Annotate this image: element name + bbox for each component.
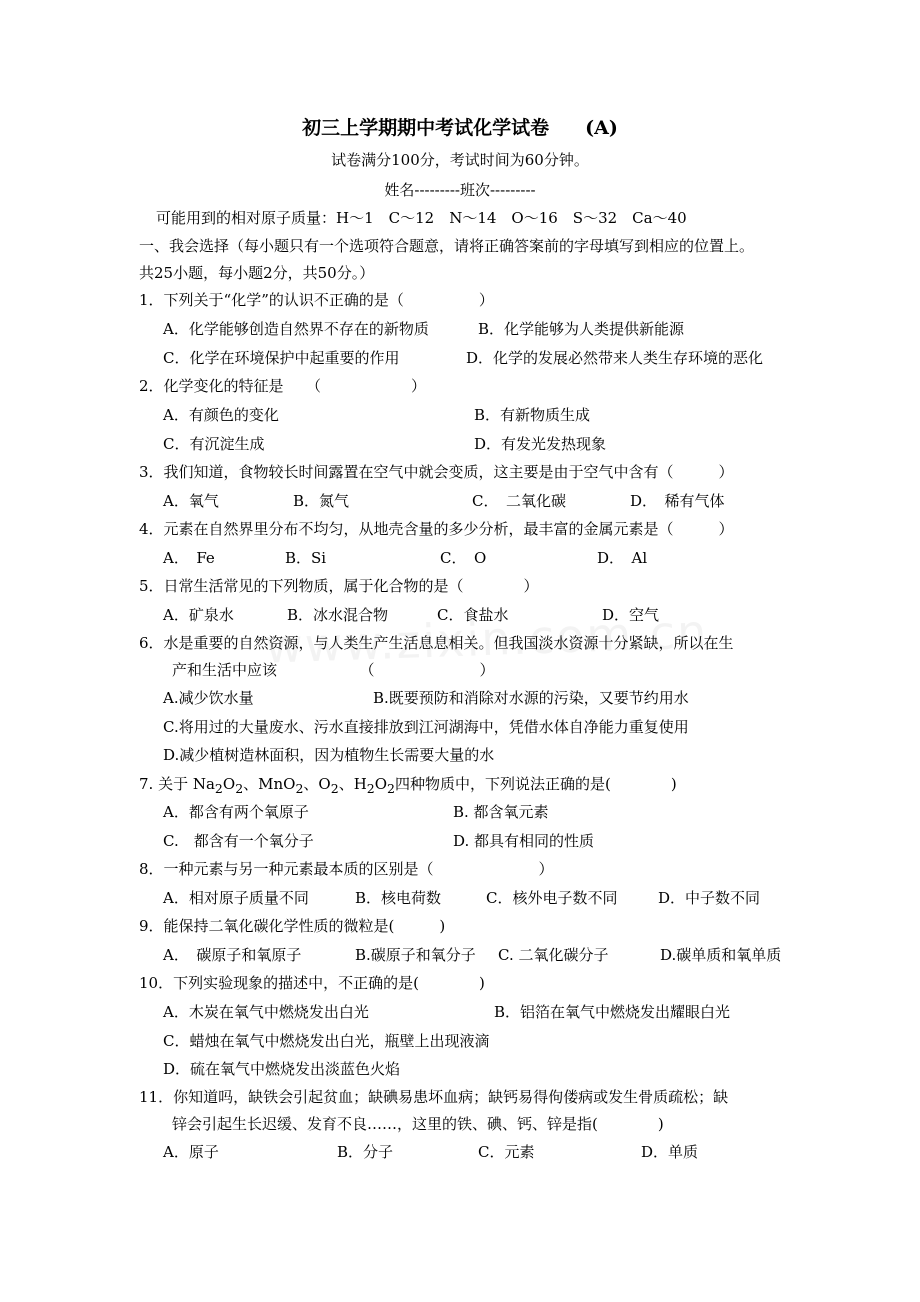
q11-option-d: D．单质 — [641, 1143, 699, 1161]
q4-option-a: A． Fe — [163, 549, 215, 567]
q10-option-a: A．木炭在氧气中燃烧发出白光 — [163, 1003, 369, 1021]
q2-option-c: C．有沉淀生成 — [163, 435, 265, 453]
q5-option-b: B．冰水混合物 — [287, 606, 389, 624]
q1-option-c: C．化学在环境保护中起重要的作用 — [163, 349, 400, 367]
q7-subscript: 2 — [366, 781, 375, 796]
q7-subscript: 2 — [214, 781, 223, 796]
q7-stem-part: 、H — [338, 775, 367, 793]
q4-option-b: B．Si — [285, 549, 327, 567]
exam-subtitle: 试卷满分100分，考试时间为60分钟。 — [331, 151, 589, 169]
exam-title-suffix: (A) — [585, 117, 618, 139]
q7-stem-part: 、MnO — [243, 775, 296, 793]
q10-option-d: D．硫在氧气中燃烧发出淡蓝色火焰 — [163, 1060, 401, 1078]
q7-subscript: 2 — [295, 781, 304, 796]
q4-option-c: C． O — [440, 549, 487, 567]
q7-subscript: 2 — [235, 781, 244, 796]
q7-stem-part: O — [222, 775, 236, 793]
q11-option-c: C．元素 — [478, 1143, 535, 1161]
section1-instructions-line1: 一、我会选择（每小题只有一个选项符合题意，请将正确答案前的字母填写到相应的位置上。 — [139, 237, 755, 255]
q4-stem: 4．元素在自然界里分布不均匀，从地壳含量的多少分析，最丰富的金属元素是（ ） — [139, 520, 734, 538]
q9-option-b: B.碳原子和氧分子 — [355, 946, 476, 964]
q7-stem-part: O — [374, 775, 388, 793]
q7-option-c: C. 都含有一个氧分子 — [163, 832, 314, 850]
q11-option-b: B．分子 — [337, 1143, 394, 1161]
q7-stem — [139, 774, 677, 799]
q7-stem-part: 四种物质中，下列说法正确的是( ) — [395, 775, 677, 793]
q8-option-a: A．相对原子质量不同 — [163, 889, 309, 907]
q1-option-a: A．化学能够创造自然界不存在的新物质 — [163, 320, 429, 338]
q10-option-b: B．铝箔在氧气中燃烧发出耀眼白光 — [494, 1003, 731, 1021]
q11-option-a: A．原子 — [163, 1143, 219, 1161]
q7-option-d: D. 都具有相同的性质 — [453, 832, 595, 850]
q9-stem: 9．能保持二氧化碳化学性质的微粒是( ) — [139, 917, 446, 935]
exam-title-text: 初三上学期期中考试化学试卷 — [302, 117, 550, 139]
q6-option-a: A.减少饮水量 — [163, 689, 254, 707]
q3-option-d: D． 稀有气体 — [630, 492, 725, 510]
q7-option-a: A．都含有两个氧原子 — [163, 803, 309, 821]
q7-stem-part: 、O — [303, 775, 331, 793]
atomic-masses: 可能用到的相对原子质量：H～1 C～12 N～14 O～16 S～32 Ca～40 — [156, 209, 687, 227]
q6-stem-line1: 6．水是重要的自然资源，与人类生产生活息息相关。但我国淡水资源十分紧缺，所以在生 — [139, 634, 734, 652]
q8-option-d: D．中子数不同 — [658, 889, 761, 907]
q2-stem: 2．化学变化的特征是 （ ） — [139, 377, 427, 395]
q2-option-d: D．有发光发热现象 — [474, 435, 607, 453]
q8-option-b: B．核电荷数 — [355, 889, 442, 907]
q10-stem: 10．下列实验现象的描述中，不正确的是( ) — [139, 974, 485, 992]
q3-option-a: A．氧气 — [163, 492, 219, 510]
q5-option-c: C．食盐水 — [437, 606, 509, 624]
q8-stem: 8．一种元素与另一种元素最本质的区别是（ ） — [139, 860, 554, 878]
q1-option-d: D．化学的发展必然带来人类生存环境的恶化 — [466, 349, 764, 367]
q3-option-b: B．氮气 — [293, 492, 350, 510]
q6-option-c: C.将用过的大量废水、污水直接排放到江河湖海中，凭借水体自净能力重复使用 — [163, 718, 689, 736]
q4-option-d: D． Al — [597, 549, 648, 567]
q1-option-b: B．化学能够为人类提供新能源 — [478, 320, 685, 338]
q3-option-c: C． 二氧化碳 — [472, 492, 566, 510]
section1-instructions-line2: 共25小题，每小题2分，共50分。） — [139, 264, 375, 282]
q6-option-b: B.既要预防和消除对水源的污染，又要节约用水 — [373, 689, 689, 707]
q3-stem: 3．我们知道，食物较长时间露置在空气中就会变质，这主要是由于空气中含有（ ） — [139, 463, 734, 481]
q5-option-d: D．空气 — [602, 606, 660, 624]
q5-stem: 5．日常生活常见的下列物质，属于化合物的是（ ） — [139, 577, 539, 595]
q11-stem-line1: 11．你知道吗，缺铁会引起贫血；缺碘易患坏血病；缺钙易得佝偻病或发生骨质疏松；缺 — [139, 1088, 729, 1106]
q7-subscript: 2 — [387, 781, 395, 796]
q7-stem-part: 7. 关于 Na — [139, 775, 215, 793]
q7-option-b: B. 都含氧元素 — [453, 803, 549, 821]
q6-stem-line2: 产和生活中应该 （ ） — [172, 661, 495, 679]
q11-stem-line2: 锌会引起生长迟缓、发育不良……，这里的铁、碘、钙、锌是指( ) — [172, 1115, 664, 1133]
q6-option-d: D.减少植树造林面积，因为植物生长需要大量的水 — [163, 746, 495, 764]
q9-option-a: A． 碳原子和氧原子 — [163, 946, 302, 964]
q9-option-c: C. 二氧化碳分子 — [498, 946, 609, 964]
name-class-line: 姓名---------班次--------- — [384, 181, 536, 199]
q1-stem: 1．下列关于“化学”的认识不正确的是（ ） — [139, 291, 494, 309]
q7-subscript: 2 — [330, 781, 339, 796]
q2-option-b: B．有新物质生成 — [474, 406, 591, 424]
q9-option-d: D.碳单质和氧单质 — [660, 946, 782, 964]
q8-option-c: C．核外电子数不同 — [486, 889, 618, 907]
q10-option-c: C．蜡烛在氧气中燃烧发出白光，瓶壁上出现液滴 — [163, 1032, 490, 1050]
exam-title — [0, 118, 920, 138]
q2-option-a: A．有颜色的变化 — [163, 406, 279, 424]
q5-option-a: A．矿泉水 — [163, 606, 234, 624]
